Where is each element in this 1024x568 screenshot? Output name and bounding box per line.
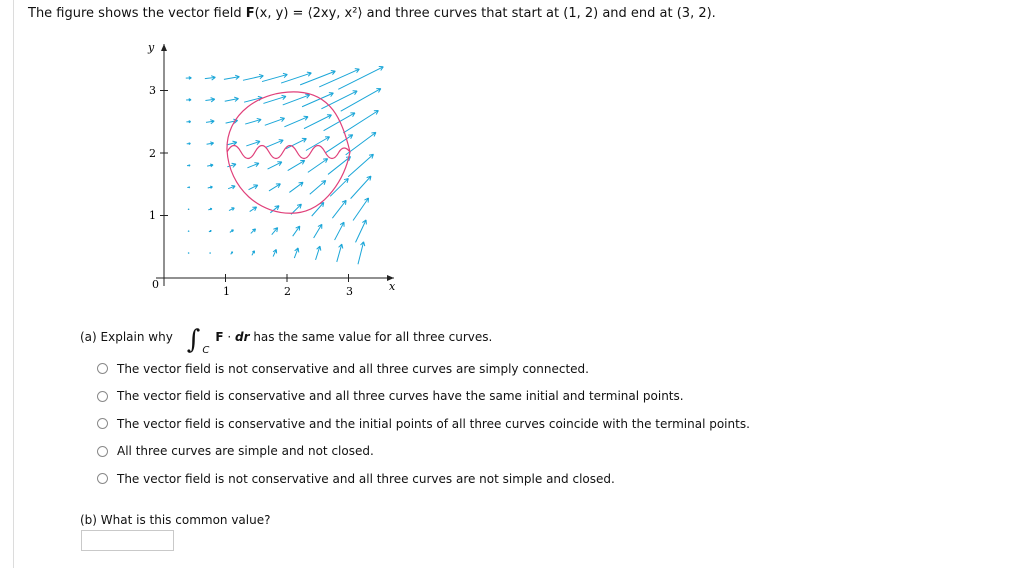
option-1[interactable]	[97, 355, 750, 383]
vector-arrow	[268, 162, 282, 169]
x-tick-label-3: 3	[346, 285, 353, 298]
y-tick-label-1: 1	[149, 209, 156, 222]
common-value-input[interactable]	[81, 530, 174, 551]
vector-arrow	[338, 67, 383, 90]
vector-arrow	[250, 207, 257, 212]
vector-arrow	[205, 98, 214, 102]
option-4[interactable]	[97, 438, 750, 466]
x-tick-label-1: 1	[223, 285, 230, 298]
option-label: All three curves are simple and not closed.	[117, 444, 374, 459]
vector-field-plot	[130, 38, 420, 300]
vector-arrow	[208, 208, 212, 210]
vector-arrow	[343, 110, 378, 133]
vector-arrow	[266, 140, 283, 148]
vector-arrow	[209, 252, 211, 254]
field-value: ⟨2xy, x²⟩	[307, 6, 363, 21]
vector-arrow	[186, 121, 190, 123]
origin-label: 0	[152, 278, 159, 291]
vector-field-figure	[130, 38, 420, 303]
vector-arrow	[229, 208, 234, 211]
dot-operator: ·	[223, 330, 235, 344]
vector-arrow	[284, 116, 308, 127]
radio-button[interactable]	[97, 473, 108, 484]
vector-arrow	[186, 77, 192, 80]
option-label: The vector field is conservative and all three curves have the same initial and terminal points.	[117, 389, 684, 404]
vector-arrow	[358, 242, 365, 265]
vector-arrow	[230, 230, 234, 233]
vector-arrow	[187, 143, 191, 145]
vector-arrow	[332, 200, 346, 218]
vector-arrow	[353, 198, 368, 221]
vector-arrow	[289, 182, 303, 192]
integral-subscript: C	[202, 345, 210, 356]
vector-arrow	[245, 118, 261, 124]
vector-arrow	[251, 229, 256, 234]
vector-arrow	[246, 141, 260, 146]
radio-button[interactable]	[97, 363, 108, 374]
vector-arrow	[319, 69, 359, 87]
vector-arrow	[187, 187, 190, 188]
header-tail: and three curves that start at (1, 2) and end at (3, 2).	[362, 6, 716, 21]
vector-arrow	[208, 186, 213, 188]
vector-arrow	[247, 163, 258, 168]
vector-arrow	[231, 252, 233, 255]
field-args: (x, y) =	[254, 6, 308, 21]
option-3[interactable]	[97, 410, 750, 438]
part-b-question: (b) What is this common value?	[80, 513, 271, 527]
vector-arrow	[186, 99, 191, 101]
vector-arrow	[252, 251, 255, 256]
vector-arrow	[341, 89, 381, 112]
x-tick-label-2: 2	[284, 285, 291, 298]
vector-arrow	[209, 230, 211, 231]
vector-arrow	[283, 94, 310, 105]
radio-button[interactable]	[97, 446, 108, 457]
option-label: The vector field is not conservative and all three curves are simply connected.	[117, 361, 589, 376]
x-axis-label: x	[389, 280, 396, 293]
vector-arrow	[300, 71, 335, 85]
vector-arrow	[228, 186, 235, 189]
radio-button[interactable]	[97, 391, 108, 402]
option-label: The vector field is conservative and the initial points of all three curves coincide with the terminal points.	[117, 416, 750, 431]
part-a-options	[97, 355, 750, 493]
vector-arrow	[224, 75, 239, 79]
integral-sign: ∫	[186, 325, 201, 355]
option-5[interactable]	[97, 465, 750, 493]
part-a-prefix: (a) Explain why	[80, 330, 173, 344]
vector-arrow	[205, 76, 216, 80]
vector-arrow	[328, 157, 351, 175]
radio-button[interactable]	[97, 418, 108, 429]
vector-arrow	[286, 138, 306, 148]
vector-arrow	[243, 74, 263, 80]
header-intro: The figure shows the vector field	[28, 6, 246, 21]
vector-arrow	[265, 117, 285, 125]
vector-arrow	[351, 176, 371, 199]
option-label: The vector field is not conservative and all three curves are not simple and closed.	[117, 471, 615, 486]
vector-arrow	[188, 230, 190, 232]
vector-arrow	[348, 154, 373, 177]
y-tick-label-3: 3	[149, 84, 156, 97]
dr-term: dr	[234, 330, 250, 344]
vector-arrow	[288, 160, 305, 170]
vector-arrow	[249, 185, 258, 190]
vector-arrow	[294, 248, 298, 258]
vector-arrow	[308, 159, 328, 173]
vector-arrow	[293, 226, 300, 236]
y-axis-label: y	[148, 41, 155, 54]
part-a-question	[80, 325, 492, 356]
vector-arrow	[273, 249, 277, 256]
vector-arrow	[321, 91, 357, 109]
vector-arrow	[314, 224, 322, 238]
part-a-suffix: has the same value for all three curves.	[249, 330, 493, 344]
vector-arrow	[226, 141, 236, 145]
vector-arrows	[186, 67, 384, 265]
vector-arrow	[335, 222, 344, 240]
vector-arrow	[187, 165, 190, 167]
vector-arrow	[306, 137, 330, 151]
problem-statement	[28, 6, 716, 21]
vector-arrow	[188, 208, 190, 210]
vector-arrow	[262, 73, 287, 81]
vector-arrow	[207, 142, 214, 146]
y-tick-label-2: 2	[149, 147, 156, 160]
vector-arrow	[337, 244, 343, 262]
vector-arrow	[272, 228, 278, 235]
vector-arrow	[225, 97, 239, 101]
vector-arrow	[269, 184, 280, 191]
vector-arrow	[316, 246, 321, 260]
field-name: F	[245, 6, 255, 21]
page-left-border	[13, 0, 14, 568]
vector-arrow	[188, 252, 190, 254]
vector-f: F	[215, 330, 224, 344]
vector-arrow	[356, 220, 367, 243]
vector-arrow	[310, 181, 326, 195]
vector-arrow	[206, 120, 214, 124]
vector-arrow	[207, 164, 213, 167]
option-2[interactable]	[97, 383, 750, 411]
